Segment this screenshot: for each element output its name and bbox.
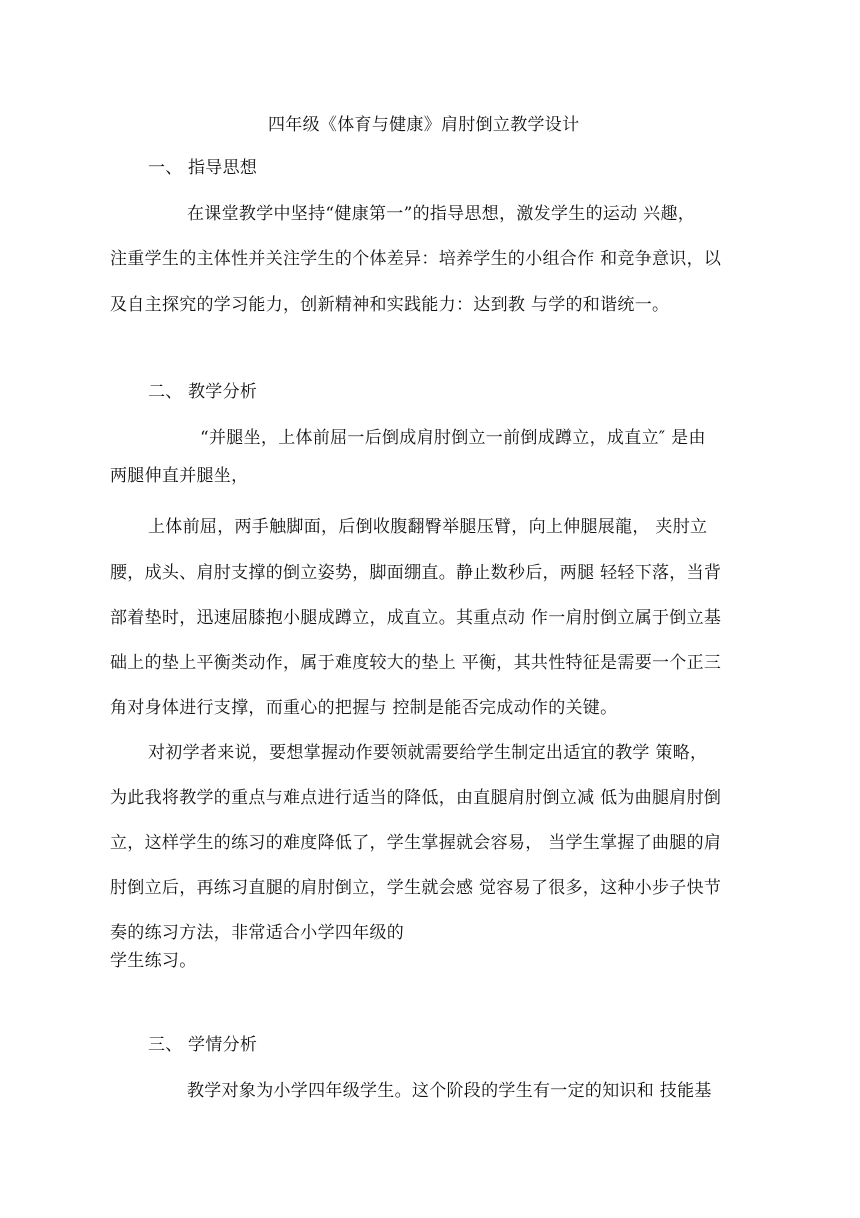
section-heading-1 bbox=[148, 157, 257, 179]
paragraph-line: 肘倒立后，再练习直腿的肩肘倒立，学生就会感 觉容易了很多，这种小步子快节 bbox=[110, 878, 722, 898]
paragraph-line: 部着垫时，迅速屈膝抱小腿成蹲立，成直立。其重点动 作一肩肘倒立属于倒立基 bbox=[110, 608, 722, 628]
section-title: 指导思想 bbox=[188, 158, 258, 178]
paragraph-line: 两腿伸直并腿坐， bbox=[110, 466, 249, 486]
section-heading-2 bbox=[148, 381, 257, 403]
paragraph-line: 对初学者来说，要想掌握动作要领就需要给学生制定出适宜的教学 策略， bbox=[148, 743, 708, 763]
paragraph-line: 腰，成头、肩肘支撑的倒立姿势，脚面绷直。静止数秒后，两腿 轻轻下落，当背 bbox=[110, 563, 722, 583]
section-heading-3 bbox=[148, 1034, 257, 1056]
section-number: 二、 bbox=[148, 382, 183, 402]
paragraph-line: 上体前屈，两手触脚面，后倒收腹翻臀举腿压臂，向上伸腿展龍， 夹肘立 bbox=[148, 517, 708, 537]
paragraph-line: 奏的练习方法，非常适合小学四年级的 bbox=[110, 923, 405, 943]
paragraph-line: 为此我将教学的重点与难点进行适当的降低，由直腿肩肘倒立减 低为曲腿肩肘倒 bbox=[110, 788, 722, 808]
paragraph-line: “并腿坐，上体前屈一后倒成肩肘倒立一前倒成蹲立，成直立″ 是由 bbox=[200, 428, 706, 448]
paragraph-line: 及自主探究的学习能力，创新精神和实践能力：达到教 与学的和谐统一。 bbox=[110, 295, 670, 315]
section-number: 三、 bbox=[148, 1035, 183, 1055]
paragraph-line: 教学对象为小学四年级学生。这个阶段的学生有一定的知识和 技能基 bbox=[187, 1081, 712, 1101]
section-number: 一、 bbox=[148, 158, 183, 178]
paragraph-line: 注重学生的主体性并关注学生的个体差异：培养学生的小组合作 和竞争意识，以 bbox=[110, 249, 722, 269]
paragraph-line: 立，这样学生的练习的难度降低了，学生掌握就会容易， 当学生掌握了曲腿的肩 bbox=[110, 833, 722, 853]
paragraph-line: 学生练习。 bbox=[110, 951, 197, 971]
section-title: 教学分析 bbox=[188, 382, 258, 402]
paragraph-line: 础上的垫上平衡类动作，属于难度较大的垫上 平衡，其共性特征是需要一个正三 bbox=[110, 653, 722, 673]
paragraph-line: 角对身体进行支撑，而重心的把握与 控制是能否完成动作的关键。 bbox=[110, 698, 618, 718]
section-title: 学情分析 bbox=[188, 1035, 258, 1055]
document-title: 四年级《体育与健康》肩肘倒立教学设计 bbox=[268, 115, 580, 135]
paragraph-line: 在课堂教学中坚持“健康第一”的指导思想，激发学生的运动 兴趣， bbox=[187, 204, 696, 224]
